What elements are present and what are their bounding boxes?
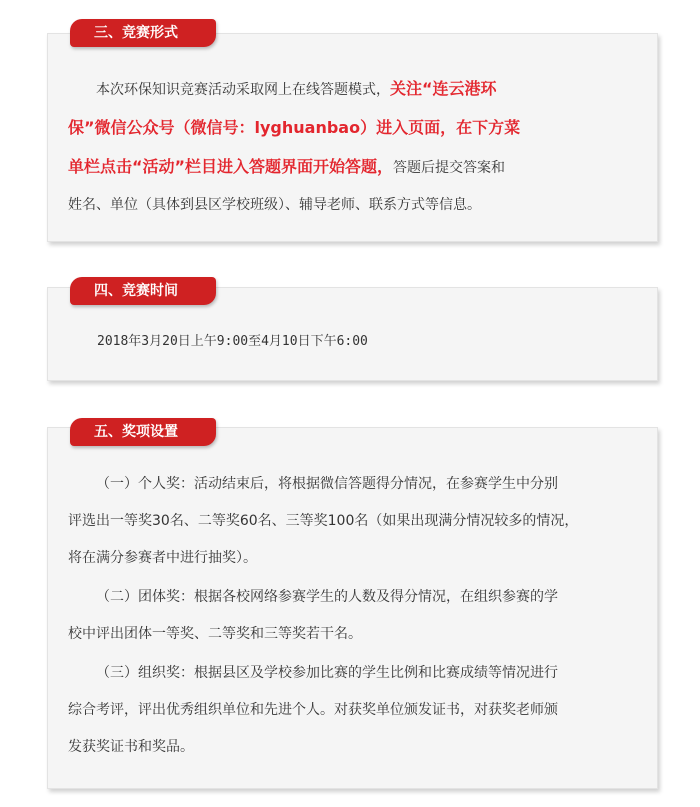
awards-text: [68, 466, 638, 768]
format-line4-normal: 姓名、单位（具体到县区学校班级）、辅导老师、联系方式等信息。: [68, 197, 481, 213]
format-line3-normal: 答题后提交答案和: [393, 160, 506, 176]
award-organization: [68, 655, 638, 766]
award-organization-line1: （三）组织奖：根据县区及学校参加比赛的学生比例和比赛成绩等情况进行: [96, 665, 558, 681]
section-title-awards: 五、奖项设置: [70, 418, 216, 446]
award-organization-line2: 综合考评，评出优秀组织单位和先进个人。对获奖单位颁发证书，对获奖老师颁: [68, 702, 558, 718]
award-team: [68, 579, 638, 653]
award-individual: [68, 466, 638, 577]
section-title-competition-time: 四、竞赛时间: [70, 277, 216, 305]
competition-time-text: 2018年3月20日上午9:00至4月10日下午6:00: [97, 334, 368, 349]
award-individual-line3: 将在满分参赛者中进行抽奖）。: [68, 550, 257, 566]
competition-format-text: [68, 70, 638, 224]
section-title-competition-format: 三、竞赛形式: [70, 19, 216, 47]
award-organization-line3: 发获奖证书和奖品。: [68, 739, 194, 755]
format-line3-red: 单栏点击“活动”栏目进入答题界面开始答题，: [68, 157, 394, 176]
format-line1-normal: 本次环保知识竞赛活动采取网上在线答题模式，: [96, 82, 390, 98]
format-line1-red: 关注“连云港环: [390, 79, 497, 98]
award-team-line2: 校中评出团体一等奖、二等奖和三等奖若干名。: [68, 626, 362, 642]
format-line2-red: 保”微信公众号（微信号：lyghuanbao）进入页面，在下方菜: [68, 118, 521, 137]
award-individual-line2: 评选出一等奖30名、二等奖60名、三等奖100名（如果出现满分情况较多的情况，: [68, 513, 579, 529]
award-individual-line1: （一）个人奖：活动结束后，将根据微信答题得分情况，在参赛学生中分别: [96, 476, 558, 492]
award-team-line1: （二）团体奖：根据各校网络参赛学生的人数及得分情况，在组织参赛的学: [96, 589, 558, 605]
